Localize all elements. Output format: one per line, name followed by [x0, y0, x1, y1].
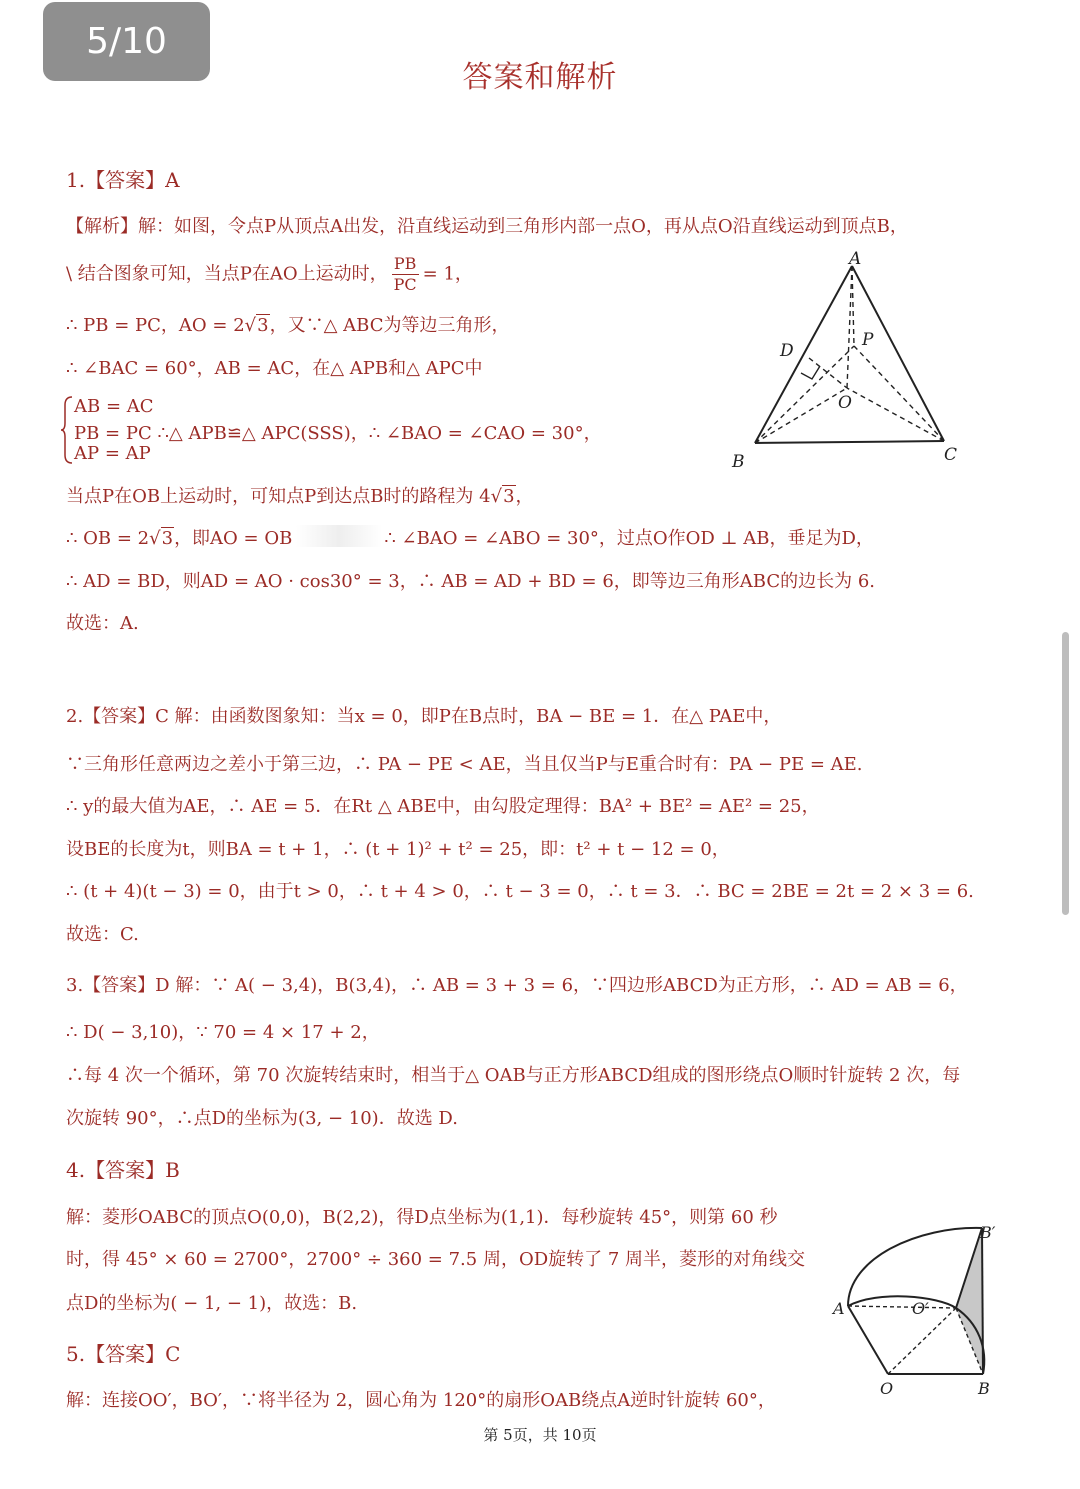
blurred-region [296, 525, 382, 547]
q1-line-3-rest: ，又∵△ ABC为等边三角形， [269, 315, 510, 336]
q1-line-6-mid: ，即AO = OB [174, 528, 293, 549]
label-b-prime: B′ [980, 1223, 996, 1242]
q1-line-7: ∴ AD = BD，则AD = AO · cos30° = 3，∴ AB = AD + BD = 6，即等边三角形ABC的边长为 6. [66, 571, 875, 592]
q2-line-5: ∴ (t + 4)(t − 3) = 0，由于t > 0，∴ t + 4 > 0，∴ t − 3 = 0，∴ t = 3．∴ BC = 2BE = 2t = 2 × 3 = 6. [66, 881, 974, 902]
q2-line-6: 故选：C. [66, 924, 139, 945]
q4-answer-heading: 4.【答案】B [66, 1158, 180, 1182]
q4-line-2: 时，得 45° × 60 = 2700°，2700° ÷ 360 = 7.5 周，OD旋转了 7 周半，菱形的对角线交 [66, 1249, 806, 1270]
label-a: A [833, 1299, 845, 1318]
label-o: O [880, 1379, 894, 1398]
sector-figure [828, 1218, 1008, 1402]
q3-line-2: ∴ D( − 3,10)，∵ 70 = 4 × 17 + 2， [66, 1022, 380, 1043]
q1-answer-heading: 1.【答案】A [66, 168, 180, 192]
label-c: C [944, 445, 958, 465]
q1-line-3 [66, 311, 509, 337]
brace-icon [60, 395, 74, 465]
q1-line-5-text: 当点P在OB上运动时，可知点P到达点B时的路程为 4√ [66, 486, 503, 507]
q3-line-3: ∴每 4 次一个循环，第 70 次旋转结束时，相当于△ OAB与正方形ABCD组成的图形绕点O顺时针旋转 2 次，每 [66, 1065, 961, 1086]
q1-line-5-rest: ， [515, 486, 534, 507]
q2-line-2: ∵三角形任意两边之差小于第三边，∴ PA − PE < AE，当且仅当P与E重合时有：PA − PE = AE. [66, 754, 863, 775]
q3-line-1: 3.【答案】D 解：∵ A( − 3,4)，B(3,4)，∴ AB = 3 + 3 = 6，∵四边形ABCD为正方形，∴ AD = AB = 6， [66, 975, 968, 996]
q1-system-line-2: PB = PC ∴△ APB≌△ APC(SSS)，∴ ∠BAO = ∠CAO = 30°， [74, 423, 602, 444]
triangle-figure [722, 248, 972, 473]
q1-line-4: ∴ ∠BAC = 60°，AB = AC，在△ APB和△ APC中 [66, 358, 483, 379]
q1-line-2 [66, 254, 473, 295]
scrollbar[interactable] [1062, 632, 1069, 915]
label-o: O [838, 393, 852, 413]
label-o-prime: O′ [912, 1299, 929, 1318]
fraction-denominator: PC [393, 275, 417, 294]
q1-system-line-1: AB = AC [74, 396, 154, 417]
q2-line-3: ∴ y的最大值为AE，∴ AE = 5．在Rt △ ABE中，由勾股定理得：BA² + BE² = AE² = 25， [66, 796, 820, 817]
label-a: A [849, 249, 862, 269]
q1-line-5 [66, 482, 534, 508]
fraction-numerator: PB [392, 254, 419, 275]
q2-line-1: 2.【答案】C 解：由函数图象知：当x = 0，即P在B点时，BA − BE = 1．在△ PAE中， [66, 706, 782, 727]
q5-answer-heading: 5.【答案】C [66, 1342, 181, 1366]
label-p: P [862, 330, 874, 350]
q1-line-3-text: ∴ PB = PC，AO = 2√ [66, 315, 257, 336]
sqrt-radicand: 3 [161, 528, 174, 549]
q1-line-6 [66, 524, 874, 550]
q5-line-1: 解：连接OO′，BO′，∵将半径为 2，圆心角为 120°的扇形OAB绕点A逆时针旋转 60°， [66, 1390, 776, 1411]
q1-line-1: 【解析】解：如图，令点P从顶点A出发，沿直线运动到三角形内部一点O，再从点O沿直线运动到顶点B， [66, 216, 908, 237]
page-footer: 第 5页，共 10页 [483, 1426, 597, 1444]
q4-line-3: 点D的坐标为( − 1, − 1)，故选：B. [66, 1293, 358, 1314]
sqrt-radicand: 3 [503, 486, 515, 507]
sqrt-radicand: 3 [257, 315, 269, 336]
page-indicator: 5/10 [43, 2, 210, 81]
q1-line-8: 故选：A. [66, 613, 139, 634]
q1-line-6-rest: ∴ ∠BAO = ∠ABO = 30°，过点O作OD ⊥ AB，垂足为D， [384, 528, 874, 549]
q3-line-4: 次旋转 90°，∴点D的坐标为(3, − 10)．故选 D. [66, 1108, 458, 1129]
label-d: D [780, 341, 794, 361]
label-b: B [732, 452, 745, 472]
q1-system-line-3: AP = AP [74, 443, 151, 464]
q4-line-1: 解：菱形OABC的顶点O(0,0)，B(2,2)，得D点坐标为(1,1)．每秒旋转 45°，则第 60 秒 [66, 1207, 778, 1228]
page-title: 答案和解析 [462, 60, 618, 95]
q2-line-4: 设BE的长度为t，则BA = t + 1，∴ (t + 1)² + t² = 25，即：t² + t − 12 = 0， [66, 839, 730, 860]
q1-line-6-text: ∴ OB = 2√ [66, 528, 161, 549]
q1-line-2-text: \ 结合图象可知，当点P在AO上运动时， [66, 263, 388, 285]
fraction-pb-pc [392, 254, 419, 295]
label-b: B [978, 1379, 990, 1398]
q1-line-2-equals: = 1， [422, 263, 473, 285]
